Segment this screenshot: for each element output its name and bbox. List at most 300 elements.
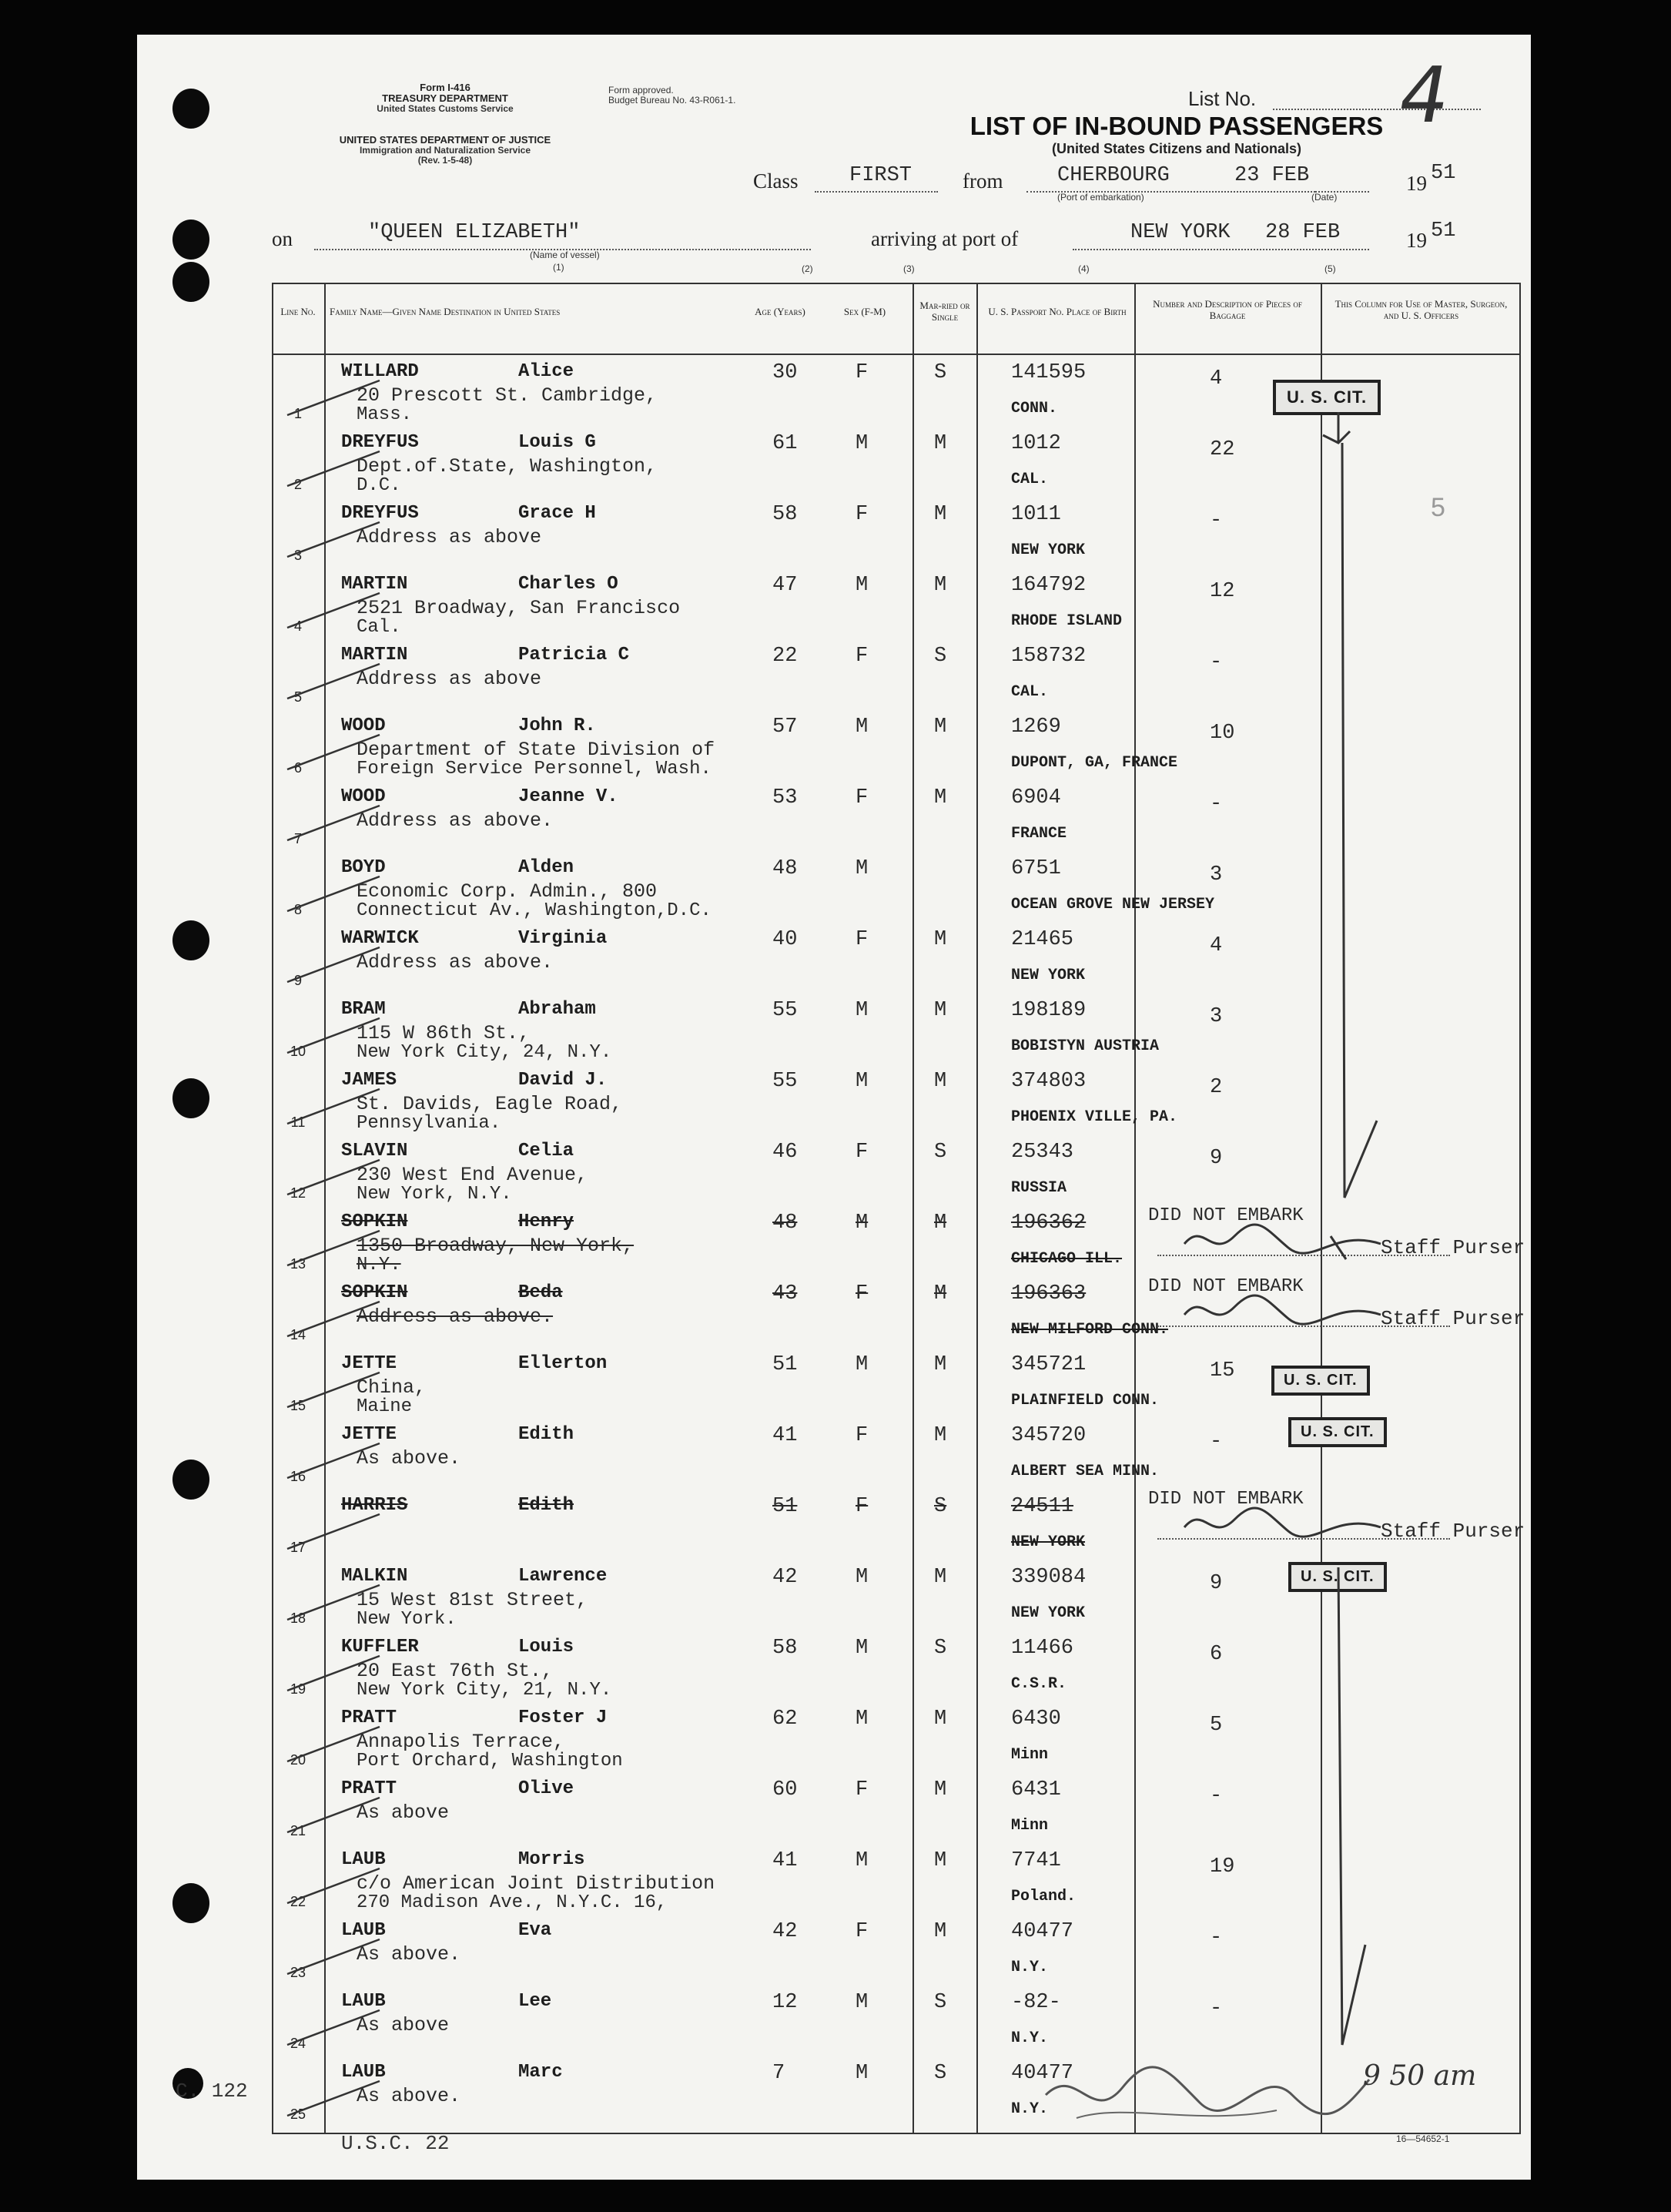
marital-status: M	[934, 503, 947, 526]
address-line-2: Cal.	[357, 617, 401, 638]
line-number: 10	[290, 1044, 306, 1059]
marital-status: S	[934, 1141, 947, 1164]
check-mark	[280, 1156, 387, 1202]
marital-status: M	[934, 1212, 947, 1235]
passport-number: 164792	[1011, 574, 1087, 597]
family-name: BRAM	[341, 999, 386, 1020]
line-number: 11	[290, 1114, 306, 1130]
address-line-1: Address as above	[357, 668, 542, 690]
given-name: Patricia C	[518, 645, 630, 665]
family-name: JETTE	[341, 1424, 397, 1445]
passport-number: 141595	[1011, 361, 1087, 384]
address-line-2: Pennsylvania.	[357, 1113, 501, 1134]
line-number: 15	[290, 1398, 306, 1413]
address-line-1: Address as above.	[357, 1305, 554, 1328]
place-of-birth: Poland.	[1011, 1888, 1077, 1905]
sex: M	[856, 1070, 869, 1093]
place-of-birth: NEW YORK	[1011, 1533, 1086, 1551]
passport-number: 40477	[1011, 1920, 1074, 1943]
family-name: KUFFLER	[341, 1637, 419, 1657]
inspector-signature	[1030, 2049, 1400, 2141]
sex: F	[856, 361, 869, 384]
passport-number: 24511	[1011, 1495, 1074, 1518]
sex: F	[856, 786, 869, 809]
sex: M	[856, 432, 869, 455]
col-num-5: (5)	[1324, 263, 1336, 274]
date-caption: (Date)	[1311, 192, 1338, 203]
family-name: WARWICK	[341, 928, 419, 949]
year2-prefix: 19	[1406, 229, 1427, 252]
given-name: Lawrence	[518, 1566, 608, 1587]
given-name: Celia	[518, 1141, 574, 1161]
check-mark	[280, 2077, 387, 2123]
line-number: 17	[290, 1540, 306, 1555]
family-name: WILLARD	[341, 361, 419, 382]
age: 48	[772, 1212, 798, 1235]
arriving-label: arriving at port of	[871, 227, 1019, 250]
sex: M	[856, 1991, 869, 2014]
line-number: 24	[290, 2036, 306, 2051]
line-number: 20	[290, 1752, 306, 1768]
given-name: Edith	[518, 1495, 574, 1516]
staff-purser-label: Staff Purser	[1381, 1520, 1525, 1543]
address-line-1: Economic Corp. Admin., 800	[357, 880, 658, 903]
address-line-1: 230 West End Avenue,	[357, 1164, 588, 1186]
address-line-2: Maine	[357, 1396, 413, 1417]
marital-status: M	[934, 1920, 947, 1943]
age: 58	[772, 503, 798, 526]
family-name: MALKIN	[341, 1566, 408, 1587]
baggage-count: -	[1210, 651, 1223, 674]
place-of-birth: PHOENIX VILLE, PA.	[1011, 1108, 1178, 1126]
sex: M	[856, 1637, 869, 1660]
sex: F	[856, 1920, 869, 1943]
given-name: Virginia	[518, 928, 608, 949]
check-mark	[280, 802, 387, 848]
baggage-count: 12	[1210, 580, 1235, 603]
line-number: 8	[293, 902, 302, 917]
given-name: Louis	[518, 1637, 574, 1657]
line-number: 23	[290, 1965, 306, 1980]
address-line-1: c/o American Joint Distribution	[357, 1872, 715, 1895]
us-cit-stamp: U. S. CIT.	[1273, 380, 1381, 415]
given-name: Charles O	[518, 574, 618, 595]
passport-number: 1011	[1011, 503, 1061, 526]
passport-number: 158732	[1011, 645, 1087, 668]
address-line-1: Address as above.	[357, 951, 554, 974]
line-number: 5	[293, 689, 302, 705]
col-header-sex: Sex (F-M)	[843, 306, 886, 317]
staff-purser-label: Staff Purser	[1381, 1236, 1525, 1259]
on-label: on	[272, 227, 293, 250]
us-cit-stamp: U. S. CIT.	[1271, 1366, 1370, 1396]
baggage-count: -	[1210, 509, 1223, 532]
did-not-embark-note: DID NOT EMBARK	[1148, 1276, 1304, 1297]
arrival-port: NEW YORK	[1130, 221, 1231, 244]
baggage-count: 10	[1210, 722, 1235, 745]
form-header-left	[326, 82, 564, 114]
given-name: Beda	[518, 1282, 563, 1303]
check-mark	[280, 2006, 387, 2053]
check-mark	[280, 873, 387, 919]
place-of-birth: NEW YORK	[1011, 967, 1086, 984]
marital-status: M	[934, 1353, 947, 1376]
passport-number: 198189	[1011, 999, 1087, 1022]
check-mark	[280, 1369, 387, 1415]
from-label: from	[963, 169, 1003, 193]
family-name: WOOD	[341, 716, 386, 736]
sex: F	[856, 928, 869, 951]
family-name: HARRIS	[341, 1495, 408, 1516]
family-name: JETTE	[341, 1353, 397, 1374]
us-cit-stamp: U. S. CIT.	[1288, 1417, 1387, 1447]
did-not-embark-note: DID NOT EMBARK	[1148, 1205, 1304, 1226]
binder-hole	[172, 920, 209, 960]
place-of-birth: N.Y.	[1011, 2029, 1049, 2047]
sex: F	[856, 1424, 869, 1447]
print-code: 16—54652-1	[1396, 2133, 1450, 2144]
address-line-1: 1350 Broadway, New York,	[357, 1235, 635, 1257]
check-mark	[280, 1865, 387, 1911]
family-name: MARTIN	[341, 574, 408, 595]
age: 60	[772, 1778, 798, 1801]
address-line-1: 15 West 81st Street,	[357, 1589, 588, 1611]
marital-status: M	[934, 1070, 947, 1093]
family-name: LAUB	[341, 1920, 386, 1941]
passport-number: 6430	[1011, 1708, 1061, 1731]
place-of-birth: CONN.	[1011, 400, 1058, 417]
class-label: Class	[753, 169, 799, 193]
address-line-1: Annapolis Terrace,	[357, 1731, 565, 1753]
address-line-1: Address as above.	[357, 809, 554, 832]
address-line-2: New York City, 24, N.Y.	[357, 1042, 612, 1063]
age: 55	[772, 999, 798, 1022]
passport-number: 11466	[1011, 1637, 1074, 1660]
age: 40	[772, 928, 798, 951]
check-mark	[280, 660, 387, 706]
given-name: Marc	[518, 2062, 563, 2083]
address-line-1: 115 W 86th St.,	[357, 1022, 531, 1044]
binder-hole	[172, 89, 209, 129]
family-name: SOPKIN	[341, 1282, 408, 1303]
age: 62	[772, 1708, 798, 1731]
address-line-2: 270 Madison Ave., N.Y.C. 16,	[357, 1892, 668, 1913]
list-no-label: List No.	[1188, 87, 1257, 110]
binder-hole	[172, 1460, 209, 1500]
marital-status: S	[934, 1495, 947, 1518]
arrival-date: 28 FEB	[1265, 221, 1341, 244]
passport-number: 345720	[1011, 1424, 1087, 1447]
year1-prefix: 19	[1406, 172, 1427, 195]
family-name: DREYFUS	[341, 432, 419, 453]
dept-immigration: Immigration and Naturalization Service	[359, 145, 531, 156]
sex: F	[856, 1495, 869, 1518]
check-mark	[280, 1510, 387, 1557]
passport-number: 345721	[1011, 1353, 1087, 1376]
class-line	[815, 191, 938, 193]
sex: M	[856, 574, 869, 597]
arrival-line	[1073, 249, 1369, 250]
check-mark	[280, 1085, 387, 1131]
place-of-birth: C.S.R.	[1011, 1675, 1067, 1693]
place-of-birth: NEW YORK	[1011, 1604, 1086, 1622]
passport-number: 6751	[1011, 857, 1061, 880]
age: 30	[772, 361, 798, 384]
sex: F	[856, 1141, 869, 1164]
marital-status: S	[934, 2062, 947, 2085]
col-header-officers: This Column for Use of Master, Surgeon, and U. S. Officers	[1334, 298, 1508, 321]
check-mark	[280, 731, 387, 777]
baggage-count: 4	[1210, 367, 1223, 390]
check-mark	[280, 1298, 387, 1344]
baggage-count: 2	[1210, 1076, 1223, 1099]
check-mark	[280, 1581, 387, 1627]
given-name: Henry	[518, 1212, 574, 1232]
age: 7	[772, 2062, 785, 2085]
baggage-count: 9	[1210, 1147, 1223, 1170]
budget-bureau: Budget Bureau No. 43-R061-1.	[608, 95, 736, 106]
age: 51	[772, 1495, 798, 1518]
sex: M	[856, 716, 869, 739]
family-name: PRATT	[341, 1778, 397, 1799]
line-number: 6	[293, 760, 302, 776]
given-name: Grace H	[518, 503, 596, 524]
line-number: 12	[290, 1185, 306, 1201]
family-name: BOYD	[341, 857, 386, 878]
baggage-count: 19	[1210, 1855, 1235, 1879]
col-num-3: (3)	[903, 263, 915, 274]
marital-status: M	[934, 1708, 947, 1731]
baggage-count: 9	[1210, 1572, 1223, 1595]
passport-number: 1012	[1011, 432, 1061, 455]
manifest-page	[137, 35, 1531, 2180]
officer-check-marks	[1308, 412, 1385, 2106]
marital-status: M	[934, 574, 947, 597]
address-line-1: 20 Prescott St. Cambridge,	[357, 384, 658, 407]
given-name: Jeanne V.	[518, 786, 618, 807]
place-of-birth: FRANCE	[1011, 825, 1067, 843]
check-mark	[280, 447, 387, 494]
family-name: SLAVIN	[341, 1141, 408, 1161]
us-cit-stamp: U. S. CIT.	[1288, 1562, 1387, 1592]
baggage-count: 22	[1210, 438, 1235, 461]
form-code-left: C. 122	[176, 2080, 248, 2103]
line-number: 21	[290, 1823, 306, 1838]
baggage-count: -	[1210, 1997, 1223, 2020]
place-of-birth: DUPONT, GA, FRANCE	[1011, 754, 1178, 772]
address-line-2: N.Y.	[357, 1255, 401, 1275]
place-of-birth: N.Y.	[1011, 1959, 1049, 1976]
place-of-birth: ALBERT SEA MINN.	[1011, 1463, 1160, 1480]
address-line-1: 2521 Broadway, San Francisco	[357, 597, 681, 619]
list-no-line	[1273, 109, 1481, 110]
header-divider	[272, 354, 1519, 355]
line-number: 1	[293, 406, 302, 421]
given-name: Olive	[518, 1778, 574, 1799]
staff-purser-label: Staff Purser	[1381, 1307, 1525, 1330]
address-line-1: As above	[357, 1801, 450, 1824]
col-header-passport: U. S. Passport No. Place of Birth	[988, 306, 1127, 317]
check-mark	[280, 1794, 387, 1840]
address-line-2: New York.	[357, 1609, 457, 1630]
form-id: Form I-416	[420, 82, 470, 93]
marital-status: M	[934, 1566, 947, 1589]
address-line-2: Port Orchard, Washington	[357, 1751, 623, 1771]
vessel-name: "QUEEN ELIZABETH"	[368, 221, 581, 244]
given-name: Edith	[518, 1424, 574, 1445]
passport-number: 21465	[1011, 928, 1074, 951]
family-name: JAMES	[341, 1070, 397, 1091]
age: 22	[772, 645, 798, 668]
check-mark	[280, 518, 387, 565]
given-name: Alden	[518, 857, 574, 878]
passport-number: 339084	[1011, 1566, 1087, 1589]
binder-hole	[172, 262, 209, 302]
col-header-married: Mar-ried or Single	[919, 300, 970, 323]
address-line-1: As above.	[357, 1447, 461, 1470]
sex: M	[856, 1849, 869, 1872]
port-embark-caption: (Port of embarkation)	[1057, 192, 1144, 203]
age: 61	[772, 432, 798, 455]
col-num-2: (2)	[802, 263, 813, 274]
given-name: David J.	[518, 1070, 608, 1091]
address-line-1: As above.	[357, 1943, 461, 1966]
passport-number: 25343	[1011, 1141, 1074, 1164]
baggage-count: -	[1210, 1926, 1223, 1949]
marital-status: M	[934, 999, 947, 1022]
place-of-birth: CAL.	[1011, 471, 1049, 488]
passport-number: 40477	[1011, 2062, 1074, 2085]
given-name: Alice	[518, 361, 574, 382]
marital-status: S	[934, 645, 947, 668]
did-not-embark-note: DID NOT EMBARK	[1148, 1489, 1304, 1510]
address-line-1: Address as above	[357, 526, 542, 548]
place-of-birth: PLAINFIELD CONN.	[1011, 1392, 1160, 1409]
dept-treasury: TREASURY DEPARTMENT	[382, 92, 508, 104]
passport-number: 196362	[1011, 1212, 1087, 1235]
check-mark	[280, 1227, 387, 1273]
col-num-4: (4)	[1078, 263, 1090, 274]
line-number: 25	[290, 2106, 306, 2122]
inspection-time: 9 50 am	[1363, 2060, 1477, 2092]
form-approval	[608, 85, 735, 106]
place-of-birth: Minn	[1011, 1817, 1049, 1835]
place-of-birth: CAL.	[1011, 683, 1049, 701]
place-of-birth: Minn	[1011, 1746, 1049, 1764]
manifest-subtitle: (United States Citizens and Nationals)	[1051, 141, 1302, 156]
family-name: MARTIN	[341, 645, 408, 665]
line-number: 19	[290, 1681, 306, 1697]
sex: F	[856, 1282, 869, 1305]
place-of-birth: CHICAGO ILL.	[1011, 1250, 1123, 1268]
line-number: 14	[290, 1327, 306, 1342]
binder-hole	[172, 1883, 209, 1923]
address-line-2: New York, N.Y.	[357, 1184, 512, 1205]
given-name: Lee	[518, 1991, 552, 2012]
dept-justice: UNITED STATES DEPARTMENT OF JUSTICE	[339, 134, 551, 146]
check-mark	[280, 377, 387, 423]
given-name: Ellerton	[518, 1353, 608, 1374]
place-of-birth: N.Y.	[1011, 2100, 1049, 2118]
line-number: 13	[290, 1256, 306, 1272]
passport-number: 7741	[1011, 1849, 1061, 1872]
sex: M	[856, 1353, 869, 1376]
baggage-count: -	[1210, 1430, 1223, 1453]
line-number: 18	[290, 1610, 306, 1626]
age: 51	[772, 1353, 798, 1376]
family-name: LAUB	[341, 1991, 386, 2012]
line-number: 9	[293, 973, 302, 988]
marital-status: M	[934, 1282, 947, 1305]
baggage-count: -	[1210, 793, 1223, 816]
baggage-count: 3	[1210, 1005, 1223, 1028]
form-approved: Form approved.	[608, 85, 674, 96]
sex: F	[856, 1778, 869, 1801]
address-line-1: Department of State Division of	[357, 739, 715, 761]
year2: 51	[1431, 220, 1456, 243]
passport-number: 196363	[1011, 1282, 1087, 1305]
address-line-2: Connecticut Av., Washington,D.C.	[357, 900, 712, 921]
baggage-count: 3	[1210, 863, 1223, 886]
check-mark	[280, 1439, 387, 1486]
binder-hole	[172, 1078, 209, 1118]
line-number: 4	[293, 618, 302, 634]
marital-status: M	[934, 432, 947, 455]
list-no-value: 4	[1391, 50, 1457, 140]
passport-number: 1269	[1011, 716, 1061, 739]
address-line-1: China,	[357, 1376, 427, 1399]
age: 57	[772, 716, 798, 739]
age: 43	[772, 1282, 798, 1305]
check-mark	[280, 1936, 387, 1982]
place-of-birth: RUSSIA	[1011, 1179, 1067, 1197]
sex: M	[856, 2062, 869, 2085]
family-name: SOPKIN	[341, 1212, 408, 1232]
given-name: Morris	[518, 1849, 585, 1870]
sex: F	[856, 503, 869, 526]
col-header-name: Family Name—Given Name Destination in United States	[330, 306, 561, 317]
margin-note: 5	[1431, 493, 1445, 522]
age: 42	[772, 1920, 798, 1943]
place-of-birth: OCEAN GROVE NEW JERSEY	[1011, 896, 1215, 913]
address-line-2: Mass.	[357, 404, 413, 425]
age: 46	[772, 1141, 798, 1164]
baggage-count: 5	[1210, 1714, 1223, 1737]
marital-status: M	[934, 1424, 947, 1447]
sex: M	[856, 1708, 869, 1731]
vessel-caption: (Name of vessel)	[530, 250, 600, 260]
passport-number: 374803	[1011, 1070, 1087, 1093]
passport-number: 6431	[1011, 1778, 1061, 1801]
address-line-1: Dept.of.State, Washington,	[357, 455, 658, 478]
passport-number: 6904	[1011, 786, 1061, 809]
baggage-count: -	[1210, 1785, 1223, 1808]
passport-number: -82-	[1011, 1991, 1061, 2014]
check-mark	[280, 1723, 387, 1769]
given-name: Foster J	[518, 1708, 608, 1728]
embark-date: 23 FEB	[1234, 164, 1310, 187]
age: 41	[772, 1424, 798, 1447]
given-name: John R.	[518, 716, 596, 736]
check-mark	[280, 943, 387, 990]
check-mark	[280, 589, 387, 635]
marital-status: M	[934, 928, 947, 951]
col-header-baggage: Number and Description of Pieces of Baggage	[1153, 298, 1302, 321]
marital-status: M	[934, 716, 947, 739]
given-name: Eva	[518, 1920, 552, 1941]
age: 48	[772, 857, 798, 880]
family-name: LAUB	[341, 2062, 386, 2083]
